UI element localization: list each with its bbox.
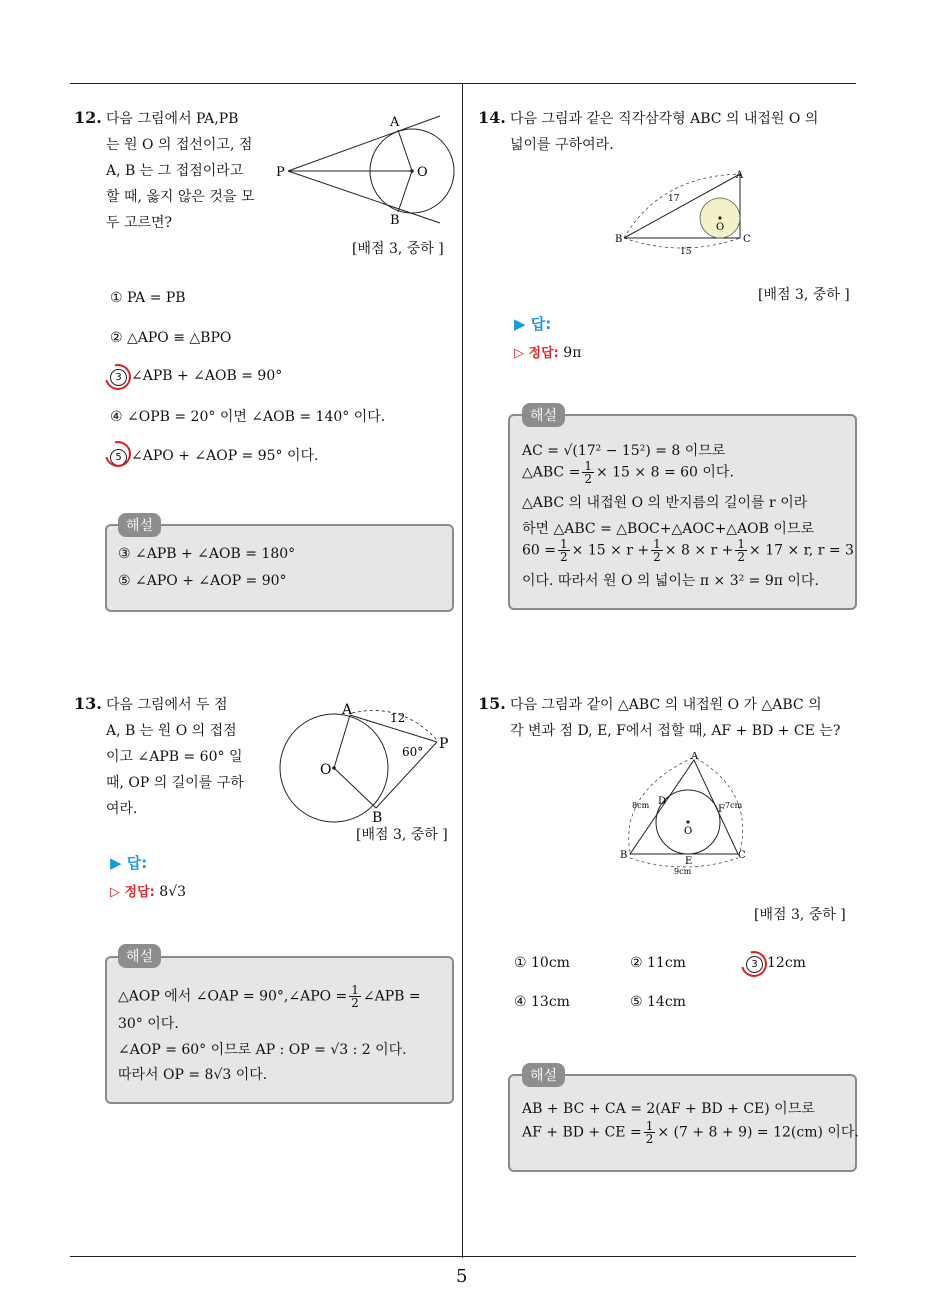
q12-option-2[interactable]: ② △APO ≡ △BPO — [110, 330, 232, 346]
fig15-label-a: A — [691, 752, 699, 762]
question-12-score: [배점 3, 중하 ] — [352, 241, 444, 257]
question-15-text — [510, 692, 862, 744]
q12-option-3[interactable] — [110, 368, 282, 386]
question-13-line-1: 다음 그림에서 두 점 — [106, 697, 228, 713]
q14-exp-l5-c: × 8 × r + — [664, 542, 734, 559]
q14-exp-l5-half-2-num: 1 — [653, 537, 661, 551]
q13-correct-answer — [110, 881, 186, 900]
q14-exp-l5-half-2-den: 2 — [653, 550, 661, 564]
q15-exp-l2-half-num: 1 — [645, 1119, 654, 1133]
q12-option-5-text: ∠APO + ∠AOP = 95° 이다. — [131, 448, 319, 464]
question-15-number: 15. — [478, 694, 506, 713]
question-14-figure — [612, 168, 757, 258]
question-13-score: [배점 3, 중하 ] — [356, 827, 448, 843]
question-12-figure — [270, 108, 460, 228]
q12-option-5-number: 5 — [110, 449, 127, 466]
q15-exp-l2-half — [644, 1120, 656, 1145]
q14-explanation-line-4: 하면 △ABC = △BOC+△AOC+△AOB 이므로 — [522, 521, 814, 537]
fig14-label-o: O — [716, 222, 725, 233]
q14-exp-l2-half-den: 2 — [584, 472, 592, 486]
q13-answer-label: ▶ 답: — [110, 854, 148, 872]
fig15-label-o: O — [684, 826, 693, 837]
q13-correct-value: 8√3 — [159, 884, 187, 900]
fig13-label-b: B — [372, 810, 383, 825]
q14-exp-l5-half-3 — [735, 538, 747, 563]
q15-option-5[interactable]: ⑤ 14cm — [630, 994, 686, 1010]
question-15-score: [배점 3, 중하 ] — [754, 907, 846, 923]
question-13-line-5: 여라. — [106, 801, 138, 817]
question-12-text — [106, 106, 266, 236]
q13-exp-half — [349, 984, 361, 1009]
fig15-label-e: E — [685, 856, 693, 867]
q14-exp-l5-half-3-num: 1 — [737, 537, 746, 551]
fig12-label-b: B — [390, 213, 400, 228]
fig13-label-o: O — [320, 762, 332, 778]
q13-explanation-line-1 — [118, 984, 421, 1009]
q14-exp-l5-d: × 17 × r, r = 3 — [749, 542, 854, 559]
question-13-line-2: A, B 는 원 O 의 접점 — [106, 723, 237, 739]
fig15-label-b: B — [620, 850, 628, 861]
q13-explanation-line-3: ∠AOP = 60° 이므로 AP : OP = √3 : 2 이다. — [118, 1042, 407, 1058]
question-14-score: [배점 3, 중하 ] — [758, 287, 850, 303]
q12-explanation-line-1: ③ ∠APB + ∠AOB = 180° — [118, 546, 296, 562]
fig14-label-b: B — [615, 234, 623, 245]
fig13-label-angle: 60° — [402, 745, 424, 759]
q13-exp-half-num: 1 — [351, 983, 359, 997]
q12-option-4[interactable]: ④ ∠OPB = 20° 이면 ∠AOB = 140° 이다. — [110, 409, 386, 425]
question-13-number: 13. — [74, 694, 102, 713]
q13-exp-half-den: 2 — [351, 996, 359, 1010]
fig15-label-f: F — [718, 804, 725, 815]
fig13-label-length: 12 — [390, 711, 406, 725]
q12-option-3-number: 3 — [110, 369, 127, 386]
q14-exp-l2-b: × 15 × 8 = 60 이다. — [595, 464, 734, 481]
fig15-label-right-length: 7cm — [725, 801, 743, 810]
q12-answer-mark-5 — [100, 436, 136, 472]
question-13-figure — [272, 700, 462, 825]
question-14-text — [510, 106, 862, 158]
question-13-line-4: 때, OP 의 길이를 구하 — [106, 775, 244, 791]
q14-exp-l5-a: 60 = — [522, 542, 556, 559]
q12-option-1[interactable]: ① PA = PB — [110, 290, 186, 306]
q14-exp-l5-half-1-den: 2 — [560, 550, 568, 564]
bottom-rule — [70, 1256, 856, 1257]
q14-explanation-line-5 — [522, 538, 854, 563]
q12-answer-mark-3 — [100, 359, 136, 395]
q12-option-5[interactable] — [110, 445, 319, 466]
question-14-line-1: 다음 그림과 같은 직각삼각형 ABC 의 내접원 O 의 — [510, 111, 819, 127]
question-12-line-3: A, B 는 그 접점이라고 — [106, 163, 244, 179]
q15-answer-mark-3 — [736, 946, 772, 982]
question-12-line-5: 두 고르면? — [106, 215, 173, 231]
question-14-line-2: 넓이를 구하여라. — [510, 137, 614, 153]
fig13-label-a: A — [342, 702, 353, 718]
question-14-number: 14. — [478, 108, 506, 127]
q14-correct-answer — [514, 342, 581, 361]
q15-exp-l2-b: × (7 + 8 + 9) = 12(cm) 이다. — [657, 1124, 859, 1141]
fig14-label-a: A — [736, 170, 744, 181]
q14-exp-l5-half-1-num: 1 — [560, 537, 568, 551]
fig12-label-a: A — [390, 115, 400, 130]
fig13-label-p: P — [439, 736, 449, 752]
question-12-number: 12. — [74, 108, 102, 127]
q13-explanation-tag: 해설 — [118, 944, 161, 968]
q14-explanation-line-1: AC = √(17² − 15²) = 8 이므로 — [522, 443, 726, 459]
q15-explanation-line-2 — [522, 1120, 859, 1145]
page-number: 5 — [456, 1266, 468, 1287]
q13-exp-l1-b: ∠APB = — [362, 988, 421, 1005]
question-15-figure — [618, 752, 758, 877]
fig15-label-c: C — [738, 850, 746, 861]
q14-exp-l2-half — [582, 460, 594, 485]
q14-correct-value: 9π — [563, 345, 582, 361]
fig14-label-hyp: 17 — [668, 194, 680, 204]
q14-correct-label: ▷ 정답: — [514, 346, 559, 361]
q15-option-3-text: 12cm — [767, 955, 806, 971]
q14-exp-l5-half-3-den: 2 — [737, 550, 746, 564]
q14-exp-l5-half-2 — [651, 538, 663, 563]
q15-exp-l2-half-den: 2 — [645, 1132, 654, 1146]
q12-option-3-text: ∠APB + ∠AOB = 90° — [131, 368, 283, 384]
fig12-label-o: O — [417, 165, 428, 180]
q13-exp-l1-a: △AOP 에서 ∠OAP = 90°,∠APO = — [118, 988, 348, 1005]
q14-exp-l2-a: △ABC = — [522, 464, 581, 481]
fig15-label-base-length: 9cm — [674, 867, 692, 876]
q14-explanation-line-2 — [522, 460, 734, 485]
q12-explanation-tag: 해설 — [118, 513, 161, 537]
fig15-label-d: D — [658, 796, 667, 807]
q14-exp-l2-half-num: 1 — [584, 459, 592, 473]
fig15-label-left-length: 8cm — [632, 801, 650, 810]
q15-exp-l2-a: AF + BD + CE = — [522, 1124, 642, 1141]
top-rule — [70, 83, 856, 84]
question-13-line-3: 이고 ∠APB = 60° 일 — [106, 749, 243, 765]
q14-exp-l5-half-1 — [558, 538, 570, 563]
q15-explanation-line-1: AB + BC + CA = 2(AF + BD + CE) 이므로 — [522, 1101, 815, 1117]
q14-answer-label: ▶ 답: — [514, 315, 552, 333]
q14-explanation-tag: 해설 — [522, 403, 565, 427]
q15-option-1[interactable]: ① 10cm — [514, 955, 570, 971]
question-13-text — [106, 692, 266, 822]
fig14-label-c: C — [743, 234, 751, 245]
q12-explanation-line-2: ⑤ ∠APO + ∠AOP = 90° — [118, 573, 287, 589]
q13-explanation-line-4: 따라서 OP = 8√3 이다. — [118, 1067, 268, 1083]
q15-option-3-number: 3 — [746, 956, 763, 973]
question-15-line-2: 각 변과 점 D, E, F에서 접할 때, AF + BD + CE 는? — [510, 723, 841, 739]
q14-explanation-line-6: 이다. 따라서 원 O 의 넓이는 π × 3² = 9π 이다. — [522, 573, 819, 589]
q14-explanation-line-3: △ABC 의 내접원 O 의 반지름의 길이를 r 이라 — [522, 495, 808, 511]
q15-option-4[interactable]: ④ 13cm — [514, 994, 570, 1010]
q15-option-2[interactable]: ② 11cm — [630, 955, 686, 971]
q15-explanation-tag: 해설 — [522, 1063, 565, 1087]
column-divider — [462, 83, 463, 1258]
q13-explanation-line-2: 30° 이다. — [118, 1016, 179, 1032]
question-12-line-1: 다음 그림에서 PA,PB — [106, 111, 239, 127]
question-12-line-2: 는 원 O 의 접선이고, 점 — [106, 137, 253, 153]
fig12-label-p: P — [276, 165, 285, 180]
q14-exp-l5-b: × 15 × r + — [571, 542, 650, 559]
question-12-line-4: 할 때, 옳지 않은 것을 모 — [106, 189, 255, 205]
q13-correct-label: ▷ 정답: — [110, 885, 155, 900]
fig14-label-base: 15 — [680, 247, 692, 257]
q12-explanation-box — [105, 524, 454, 612]
question-15-line-1: 다음 그림과 같이 △ABC 의 내접원 O 가 △ABC 의 — [510, 697, 822, 713]
